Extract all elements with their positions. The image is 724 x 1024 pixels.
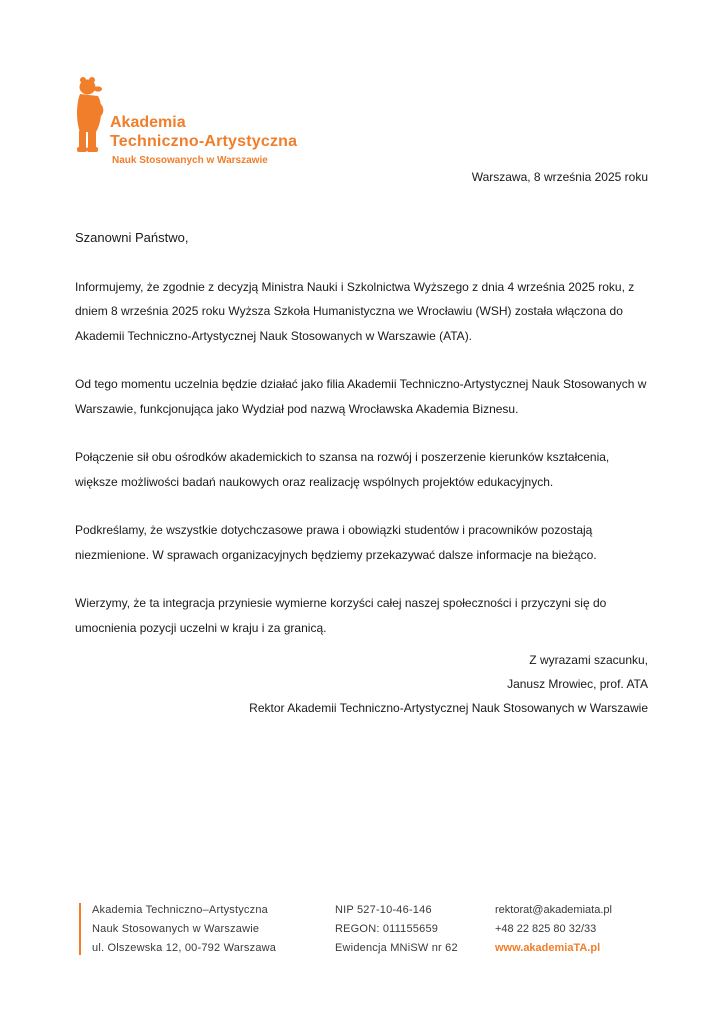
paragraph-1: Informujemy, że zgodnie z decyzją Ministra Nauki i Szkolnictwa Wyższego z dnia 4 września 2025 roku, z dniem 8 września 2025 roku Wyższa Szkoła Humanistyczna we Wrocławiu (WSH) została włączona do Akademii Techniczno-Artystycznej Nauk Stosowanych w Warszawie (ATA). [75, 279, 635, 343]
paragraph-2: Od tego momentu uczelnia będzie działać jako filia Akademii Techniczno-Artystycznej Nauk Stosowanych w Warszawie, funkcjonująca jako Wydział pod nazwą Wrocławska Akademia Biznesu. [75, 377, 647, 416]
signatory-name: Janusz Mrowiec, prof. ATA [507, 677, 648, 691]
paragraph-5: Wierzymy, że ta integracja przyniesie wymierne korzyści całej naszej społeczności i przyczyni się do umocnienia pozycji uczelni w kraju i za granicą. [75, 596, 607, 635]
footer-contact [495, 901, 612, 958]
salutation: Szanowni Państwo, [75, 230, 189, 245]
bear-icon [74, 74, 108, 154]
signature-block [249, 648, 648, 720]
signatory-title: Rektor Akademii Techniczno-Artystycznej Nauk Stosowanych w Warszawie [249, 701, 648, 715]
logo-name-line2: Techniczno-Artystyczna [110, 133, 298, 150]
closing-greeting: Z wyrazami szacunku, [529, 653, 648, 667]
footer-phone: +48 22 825 80 32/33 [495, 923, 597, 935]
paragraph-3: Połączenie sił obu ośrodków akademickich to szansa na rozwój i poszerzenie kierunków kształcenia, większe możliwości badań naukowych oraz realizację wspólnych projektów edukacyjnych. [75, 450, 610, 489]
paragraph-4: Podkreślamy, że wszystkie dotychczasowe prawa i obowiązki studentów i pracowników pozostają niezmienione. W sprawach organizacyjnych będziemy przekazywać dalsze informacje na bieżąco. [75, 523, 597, 562]
footer-address-line: ul. Olszewska 12, 00-792 Warszawa [92, 942, 277, 954]
footer-regon: REGON: 011155659 [335, 923, 439, 935]
logo-name-line1: Akademia [110, 114, 186, 131]
footer-email-link[interactable]: rektorat@akademiata.pl [495, 904, 612, 916]
footer-website-link[interactable]: www.akademiaTA.pl [495, 942, 601, 954]
footer-address-line: Akademia Techniczno–Artystyczna [92, 904, 268, 916]
logo-name-line3: Nauk Stosowanych w Warszawie [112, 155, 268, 166]
footer-address-line: Nauk Stosowanych w Warszawie [92, 923, 260, 935]
letter-body [75, 226, 650, 664]
footer-address [92, 901, 276, 958]
letter-date: Warszawa, 8 września 2025 roku [471, 170, 648, 184]
footer-mnisw: Ewidencja MNiSW nr 62 [335, 942, 458, 954]
footer-accent-bar [79, 903, 81, 955]
letterhead-footer [79, 901, 659, 961]
footer-registry [335, 901, 458, 958]
footer-nip: NIP 527-10-46-146 [335, 904, 432, 916]
university-logo [74, 74, 334, 174]
